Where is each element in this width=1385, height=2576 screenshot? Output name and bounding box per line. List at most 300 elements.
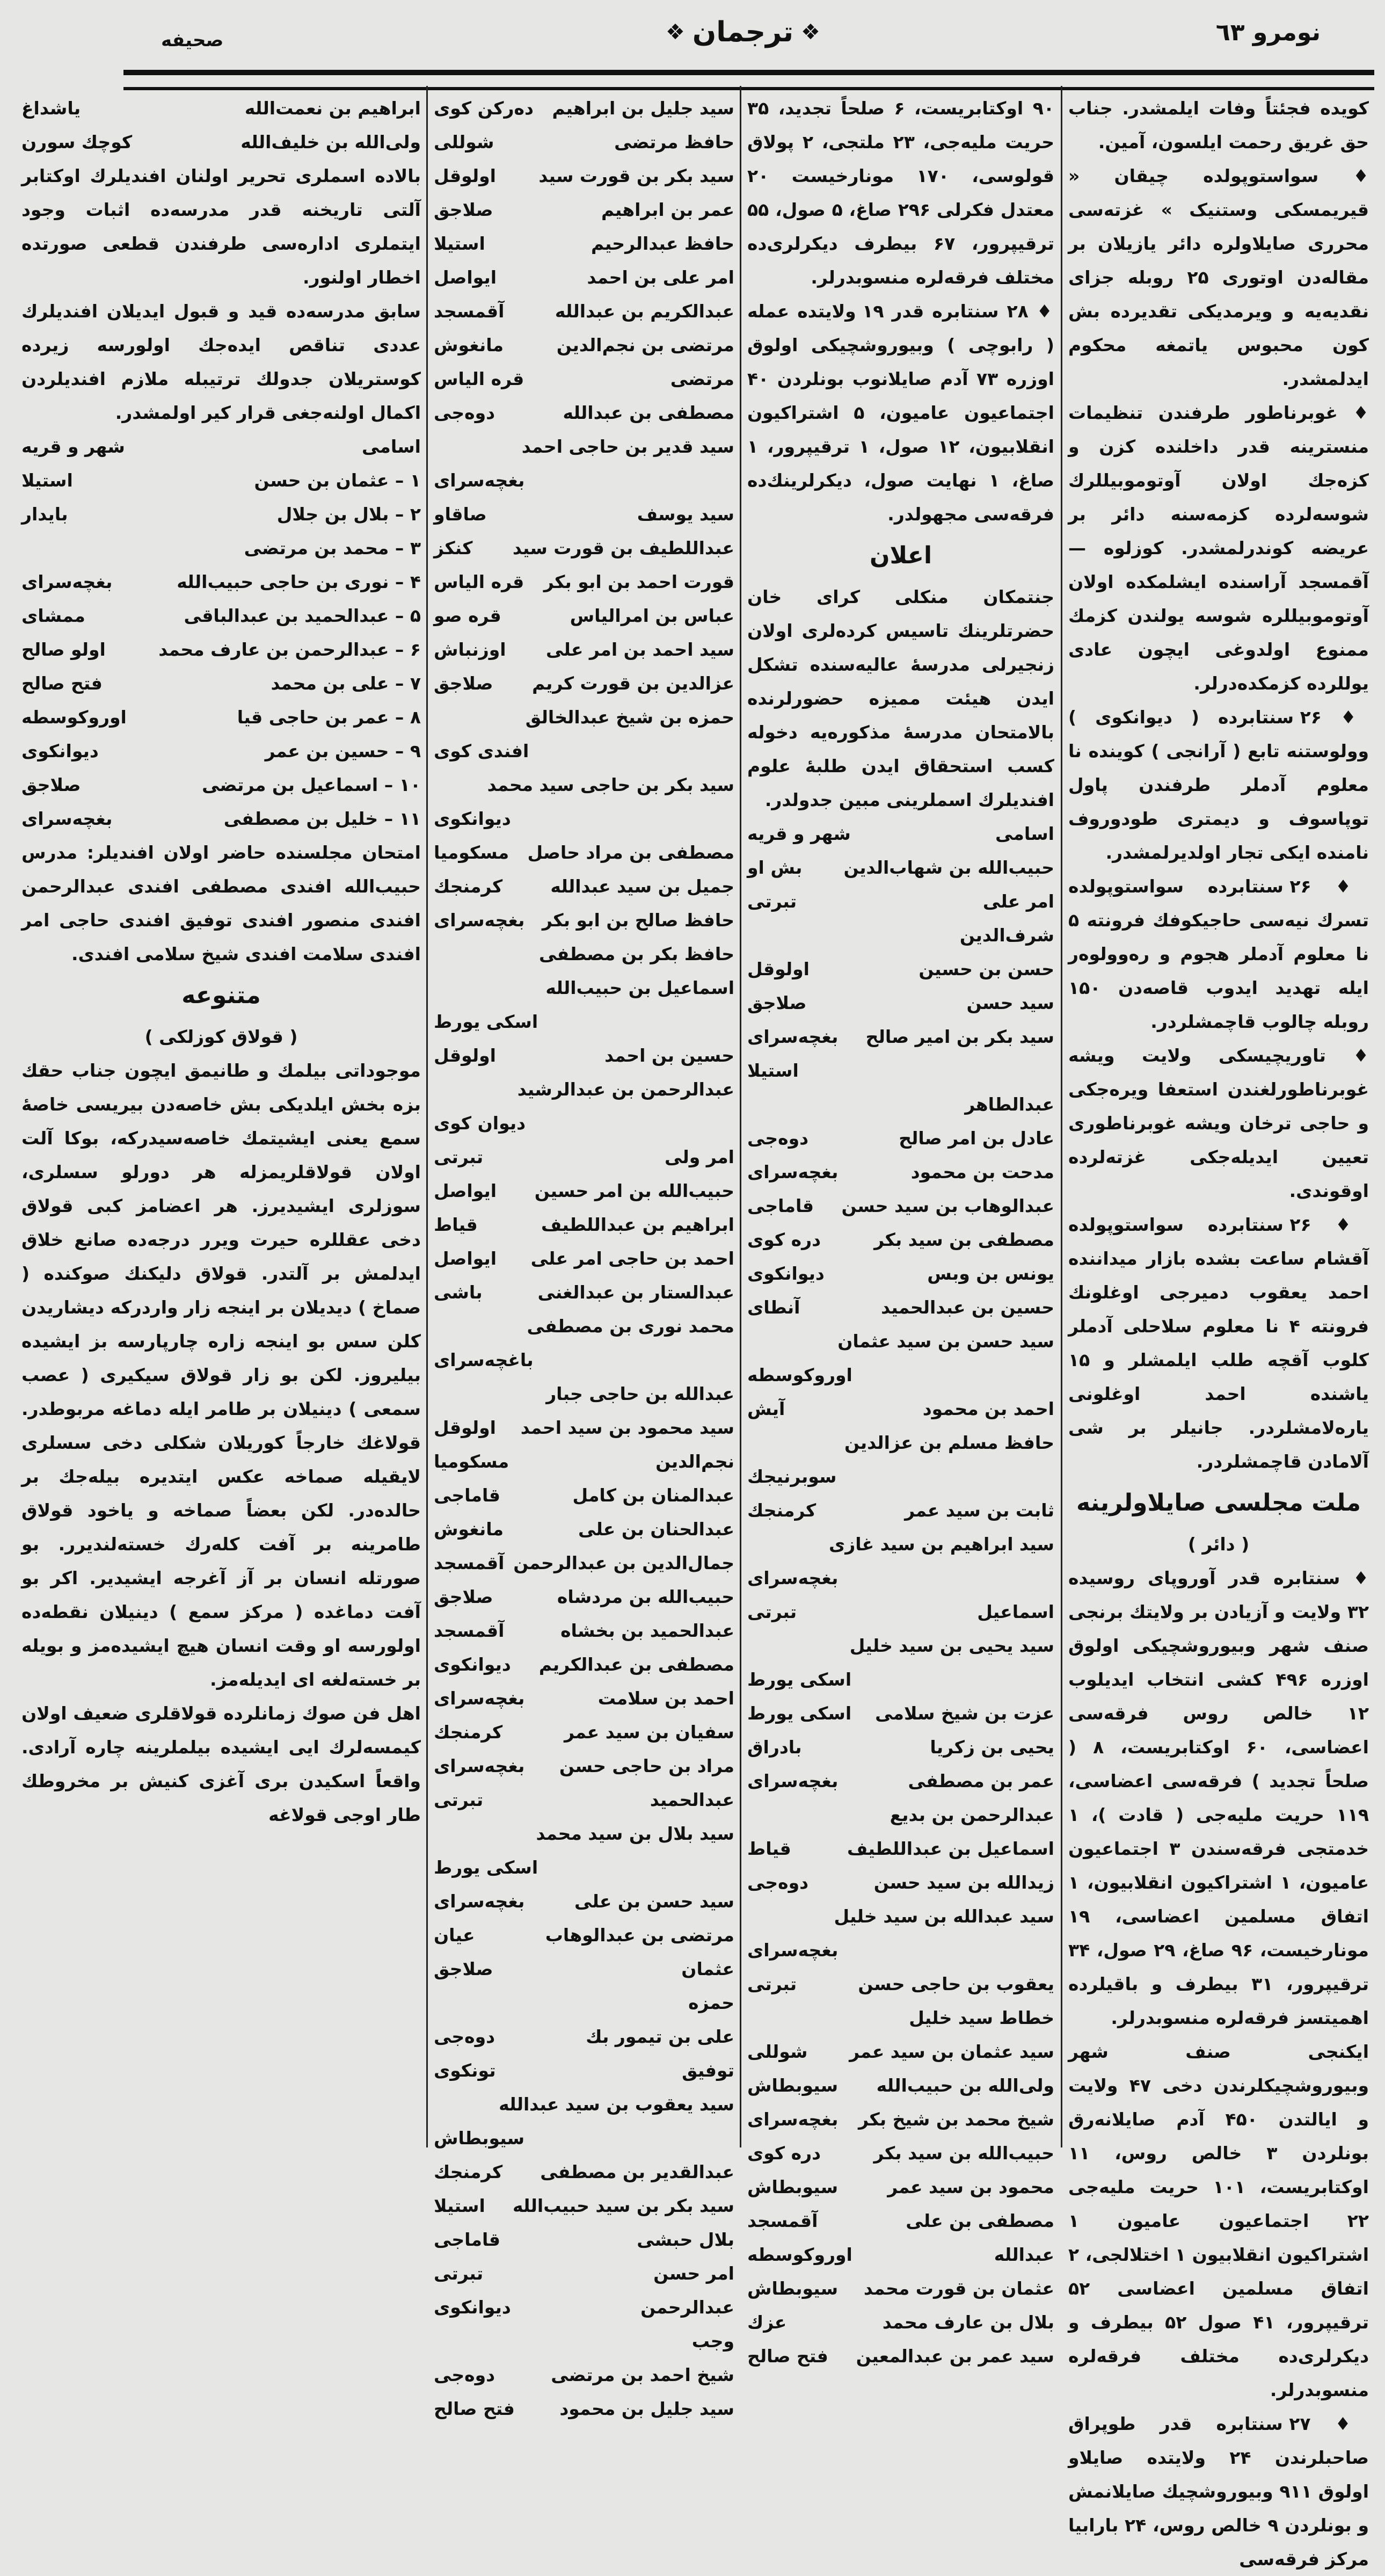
village-name: عیان: [434, 1925, 475, 1946]
village-name: سیوبطاش: [747, 2278, 839, 2299]
student-name: علی بن تیمور بك: [586, 2026, 734, 2047]
list-item: [434, 1614, 734, 1648]
student-name: امر ولی: [664, 1146, 734, 1167]
student-name: حافظ مسلم بن عزالدین: [844, 1432, 1054, 1453]
village-name: اولوقل: [434, 1417, 496, 1438]
list-item: [21, 125, 421, 159]
student-name: سید بکر بن حاجی سید محمد: [487, 774, 734, 795]
list-item: [747, 986, 1054, 1020]
village-name: تبرتی: [434, 2263, 484, 2284]
list-item: [747, 1730, 1054, 1764]
student-name: عبدالوهاب بن سید حسن: [841, 1195, 1054, 1216]
student-name: مصطفی بن مراد حاصل: [527, 842, 734, 863]
list-item: [747, 851, 1054, 884]
village-name: کرمنجك: [434, 1722, 503, 1743]
paragraph: امتحان مجلسنده حاضر اولان افندیلر: مدرس حبیب‌الله افندی مصطفی افندی عبدالرحمن افندی منصور افندی توفیق افندی حاجی امر افندی سلامت افندی شیخ سلامی افندی.: [21, 842, 421, 964]
village-name: قاماجی: [434, 1485, 500, 1506]
column-3: [434, 91, 734, 2426]
village-name: دوه‌جی: [434, 2026, 495, 2047]
student-name: ۱۰ – اسماعیل بن مرتضی: [202, 774, 421, 795]
village-name: فتح صالح: [434, 2398, 515, 2419]
student-name: ابراهیم بن عبداللطیف: [541, 1214, 734, 1235]
list-item: [747, 1426, 1054, 1493]
village-name: دوه‌جی: [747, 1872, 809, 1893]
village-name: اولوقل: [434, 165, 496, 186]
paragraph: ♦ تاوریچیسکی ولایت ویشه غوبرناطورلغندن استعفا ویره‌جکی و حاجی ترخان ویشه غوبرناطوری تعیین ایدیله‌جکی غزته‌لرده اوقوندی.: [1068, 1045, 1369, 1201]
list-item: [21, 463, 421, 497]
village-name: بغچه‌سرای: [747, 1568, 839, 1588]
student-name: توفیق: [682, 2060, 734, 2081]
list-item: [434, 836, 734, 869]
list-item: [434, 2392, 734, 2426]
list-item: [434, 1817, 734, 1884]
village-name: یاشداغ: [21, 98, 81, 119]
list-item: [434, 1952, 734, 1986]
village-name: بغچه‌سرای: [747, 1770, 839, 1791]
student-name: اسماعیل بن حبیب‌الله: [545, 977, 734, 998]
list-item: [434, 1918, 734, 1952]
village-name: افندی کوی: [434, 741, 529, 761]
village-name: اولوقل: [747, 959, 810, 979]
village-name: ممشای: [21, 605, 85, 626]
student-name: سید یوسف: [637, 504, 734, 525]
student-name: مراد بن حاجی حسن: [559, 1755, 734, 1776]
masthead: [666, 16, 820, 48]
village-name: صلاجق: [434, 199, 493, 220]
list-item: [434, 700, 734, 768]
village-name: کرمنجك: [434, 876, 503, 897]
village-name: اوزنباش: [434, 639, 506, 660]
list-item: [434, 1411, 734, 1445]
paragraph: ۹۰ اوکتابریست، ۶ صلحاً تجدید، ۳۵ حریت ملیه‌جی، ۲۳ ملتجی، ۲ پولاق قولوسی، ۱۷۰ مونارخیست ۲۰ معتدل فکرلی ۲۹۶ صاغ، ۵ صول، ۵۵ ترقیپرور، ۶۷ بیطرف دیکرلری‌ده مختلف فرقه‌لره منسوبدرلر.: [747, 98, 1055, 288]
list-item: [747, 2102, 1054, 2136]
list-item: [747, 1155, 1054, 1189]
list-item: [434, 227, 734, 260]
list-item: [747, 2170, 1054, 2204]
village-name: استیلا: [434, 2195, 485, 2216]
student-name: عبدالرحمن بن عبدالرشید: [517, 1079, 734, 1100]
list-item: [434, 565, 734, 599]
student-name: یعقوب بن حاجی حسن: [858, 1973, 1054, 1994]
paragraph: ♦ ۲۷ سنتابره قدر طوپراق صاحبلرندن ۲۴ ولایتده صایلاو اولوق ۹۱۱ وبیوروشچیك صایلانمش و بونلردن ۹ خالص روس، ۲۴ بارابیا مرکز فرقه‌سی: [1068, 2413, 1369, 2570]
list-item: [747, 1967, 1054, 2001]
list-item: [434, 1208, 734, 1242]
list-item: [434, 1377, 734, 1411]
list-item: [434, 1749, 734, 1783]
paragraph: ♦ ۲۶ سنتابرده سواستوپولده آقشام ساعت بشده بازار میداننده احمد یعقوب دمیرجی اوغلونك فرونته ۴ نا معلوم سلاحلی آدملر کلوب آقچه طلب ایلمشلر و ۱۵ یاشنده احمد اوغلونی یاره‌لامشلردر. جانیلر بر شی آلامادن قاچمشلردر.: [1068, 1214, 1369, 1472]
village-name: دیوانکوی: [434, 1654, 511, 1675]
list-item: [21, 666, 421, 700]
list-item: [434, 869, 734, 903]
list-item: [747, 1595, 1054, 1629]
list-item: [747, 918, 1054, 952]
student-name: احمد بن حاجی امر علی: [530, 1248, 734, 1269]
village-name: آقمسجد: [747, 2210, 818, 2231]
village-name: قاماجی: [434, 2229, 500, 2250]
name-list: [434, 91, 734, 2426]
student-name: احمد بن سلامت: [597, 1688, 734, 1709]
list-item: [747, 1493, 1054, 1527]
student-name: قورت احمد بن ابو بکر: [543, 571, 734, 592]
village-name: صاقاو: [434, 504, 487, 525]
column-divider: [1061, 86, 1062, 2147]
student-name: عبدالحنان بن علی: [578, 1519, 734, 1540]
student-name: سید جلیل بن محمود: [559, 2398, 734, 2419]
village-name: آقمسجد: [434, 1620, 505, 1641]
list-item: [747, 1054, 1054, 1087]
list-item: [747, 952, 1054, 986]
paragraph: ♦ ۲۸ سنتابره قدر ۱۹ ولایتده عمله ( رابوچی ) وبیوروشچیکی اولوق اوزره ۷۳ آدم صایلانوب بونلردن ۴۰ اجتماعیون عامیون، ۵ اشتراکیون انقلابیون، ۱۲ صول، ۱ ترقیپرور، ۱ صاغ، ۱ نهایت صول، دیکرلرینك‌ده فرقه‌سی مجهولدر.: [747, 301, 1054, 525]
list-item: [747, 2272, 1054, 2305]
list-item: [747, 1696, 1054, 1730]
village-name: تبرتی: [747, 891, 797, 912]
paragraph: کویده فجئتاً وفات ایلمشدر. جناب حق غریق رحمت ایلسون، آمین.: [1068, 98, 1369, 153]
village-name: تبرتی: [434, 1146, 484, 1167]
paragraph: ♦ غوبرناطور طرفندن تنظیمات منسترینه قدر داخلنده کزن و کزه‌جك اولان آوتوموبیللرك شوسه‌لرده کزمه‌سنه دائر بر عریضه کوندرلمشدر. کوزلوه — آقمسجد آراسنده ایشلمکده اولان آوتوموبیللره شوسه یولندن کزمك ممنوع اولدوغی ایچون عادی یوللرده کزمکده‌درلر.: [1068, 402, 1369, 694]
student-name: ولی‌الله بن حبیب‌الله: [876, 2075, 1054, 2096]
village-name: بغچه‌سرای: [434, 1688, 525, 1709]
student-name: محمد نوری بن مصطفی: [527, 1316, 734, 1337]
village-name: دره کوی: [747, 1229, 821, 1250]
issue-number: نومرو ٦٣: [1215, 19, 1321, 46]
student-name: عادل بن امر صالح: [899, 1128, 1054, 1149]
village-name: ایواصل: [434, 1248, 497, 1269]
list-item: [21, 768, 421, 802]
village-name: اوروکوسطه: [747, 1365, 852, 1385]
village-name: آقمسجد: [434, 301, 505, 322]
list-item: [21, 497, 421, 531]
student-name: ولی‌الله بن خلیف‌الله: [240, 132, 421, 153]
paragraph: سابق مدرسه‌ده قید و قبول ایدیلان افندیلرك عددی تناقص ایده‌جك اولورسه زیرده کوستریلان جدولك ترتیبله ملازم افندیلردن اکمال اولنه‌جغی قرار کیر اولمشدر.: [21, 301, 421, 423]
student-name: مصطفی بن علی: [906, 2210, 1054, 2231]
student-name: عزت بن شیخ سلامی: [875, 1703, 1054, 1724]
village-name: تونکوی: [434, 2060, 496, 2081]
paragraph: موجوداتی بیلمك و طانیمق ایچون جناب حقك بزه بخش ایلدیکی بش خاصه‌دن بیریسی خاصهٔ سمع یعنی ایشیتمك خاصه‌سیدرکه، بوکا آلت اولان قولاقلریمزله هر دورلو سسلری، سوزلری ایشیدیرز. هر اعضامز کبی قولاق دخی عقللره حیرت ویرر درجه‌ده صانع خلاق ایدلمش بر آلتدر. قولاق دلیکنك صوکنده ( صماخ ) دیدیلان بر اینجه زار واردرکه دیشاریدن کلن سس بو اینجه زاره چارپارسه بز ایشیده بیلیروز. لکن بو زار قولاق سیکیری ( عصب سمعی ) دینیلان بر طامر ایله دماغه مربوطدر. قولاغك خارجاً کوریلان شکلی دخی سسلری لایقیله صماخه عکس ایتدیره بیله‌جك بر حالده‌در. لکن بعضاً صماخه و یاخود قولاق طامرینه بر آفت کله‌رك خسته‌لندیرر. بو صورتله انسان بر آز آغرجه ایشیدیر. اکر بو آفت دماغده ( مرکز سمع ) دینیلان نقطه‌ده اولورسه او وقت انسان هیچ ایشیده‌مز و بویله بر خسته‌لغه ای ایدیله‌مز.: [21, 1060, 421, 1690]
village-name: بغچه‌سرای: [434, 470, 525, 491]
village-name: قره صو: [434, 605, 501, 626]
student-name: شیخ محمد بن شیخ بکر: [858, 2109, 1054, 2130]
student-name: مرتضی: [670, 368, 734, 389]
name-list: [747, 817, 1054, 2373]
student-name: محمود بن سید عمر: [887, 2176, 1054, 2197]
student-name: جمال‌الدین بن عبدالرحمن: [513, 1552, 734, 1573]
village-name: شهر و قریه: [747, 823, 851, 844]
village-name: تبرتی: [747, 1973, 797, 1994]
village-name: کنکز: [434, 538, 473, 558]
student-name: مدحت بن محمود: [910, 1162, 1054, 1182]
student-name: ۳ – محمد بن مرتضی: [244, 538, 421, 558]
list-item: [747, 1121, 1054, 1155]
list-item: [747, 2305, 1054, 2339]
list-header: [21, 430, 421, 463]
list-item: [747, 2136, 1054, 2170]
list-header: [747, 817, 1054, 851]
village-name: بادراق: [747, 1737, 802, 1758]
list-item: [434, 2020, 734, 2053]
list-item: [747, 1257, 1054, 1290]
village-name: بغچه‌سرای: [747, 1940, 839, 1961]
village-name: فتح صالح: [21, 673, 103, 694]
village-name: قره الیاس: [434, 368, 524, 389]
student-name: عبداللطیف بن قورت سید: [512, 538, 734, 558]
village-name: اوروکوسطه: [747, 2244, 852, 2265]
list-item: [434, 2223, 734, 2256]
village-name: بغچه‌سرای: [21, 808, 113, 829]
list-item: [434, 1039, 734, 1072]
student-name: اسامی: [995, 823, 1054, 844]
village-name: تبرتی: [747, 1601, 797, 1622]
list-item: [434, 971, 734, 1039]
student-name: سید حسن بن سید عثمان: [837, 1331, 1054, 1352]
student-name: ۲ – بلال بن جلال: [276, 504, 421, 525]
student-name: یونس بن وبس: [927, 1263, 1054, 1284]
list-item: [434, 666, 734, 700]
village-name: سیوبطاش: [747, 2176, 839, 2197]
student-name: سید عثمان بن سید عمر: [849, 2041, 1054, 2062]
list-item: [434, 2324, 734, 2358]
student-name: اسماعیل: [977, 1601, 1054, 1622]
village-name: صلاجق: [434, 1958, 493, 1979]
student-name: سید بکر بن قورت سید: [538, 165, 734, 186]
column-divider: [426, 86, 428, 2147]
village-name: بغچه‌سرای: [21, 571, 113, 592]
student-name: ابراهیم بن نعمت‌الله: [244, 98, 421, 119]
list-item: [747, 1527, 1054, 1595]
village-name: باشی: [434, 1282, 483, 1303]
student-name: سید بکر بن سید حبیب‌الله: [513, 2195, 734, 2216]
village-name: تبرتی: [434, 1789, 484, 1810]
student-name: سفیان بن سید عمر: [564, 1722, 734, 1743]
paragraph: بالاده اسملری تحریر اولنان افندیلرك اوکتابر آلتی تاریخنه قدر مدرسه‌ده اثبات وجود ایتملری اداره‌سی طرفندن قطعی صورتده اخطار اولنور.: [21, 165, 421, 288]
student-name: ۱ – عثمان بن حسن: [254, 470, 421, 491]
column-4: [21, 91, 421, 1832]
village-name: اولو صالح: [21, 639, 106, 660]
paragraph: ♦ ۲۶ سنتابرده ( دیوانکوی ) وولوستنه تابع ( آرانجی ) کوینده نا معلوم آدملر طرفندن پاول توپاسوف و دیمتری طودوروف نامنده ایکی تجار اولدیرلمشدر.: [1068, 707, 1369, 863]
village-name: مسکومیا: [434, 842, 509, 863]
village-name: آیش: [747, 1398, 785, 1419]
village-name: قیاط: [747, 1838, 791, 1859]
list-item: [747, 1324, 1054, 1392]
list-item: [747, 1087, 1054, 1121]
student-name: عمر بن مصطفی: [908, 1770, 1054, 1791]
student-name: عبدالرحمن: [640, 2297, 734, 2318]
village-name: صلاجق: [747, 992, 807, 1013]
list-item: [434, 1242, 734, 1275]
list-item: [21, 734, 421, 768]
paragraph: ♦ ۲۶ سنتابرده سواستوپولده تسرك نیه‌سی حاجیکوفك فرونته ۵ نا معلوم آدملر هجوم و رەوولوەر ایله تهدید ایدوب قاصه‌دن ۱۵۰ روبله چالوب قاچمشلردر.: [1068, 876, 1369, 1032]
section-subheading: ( قولاق کوزلکی ): [144, 1026, 298, 1047]
student-name: اسامی: [362, 436, 421, 457]
village-name: بایدار: [21, 504, 68, 525]
list-item: [21, 633, 421, 666]
student-name: سید یحیی بن سید خلیل: [849, 1635, 1054, 1656]
student-name: سید جلیل بن ابراهیم: [552, 98, 734, 119]
student-name: حافظ عبدالرحیم: [591, 233, 734, 254]
village-name: ده‌رکن کوی: [434, 98, 534, 119]
village-name: دوه‌جی: [747, 1128, 809, 1149]
list-item: [434, 1174, 734, 1208]
list-item: [434, 2087, 734, 2155]
list-item: [747, 1866, 1054, 1899]
student-name: سید محمود بن سید احمد: [520, 1417, 734, 1438]
list-item: [434, 2189, 734, 2223]
village-name: قاماجی: [747, 1195, 814, 1216]
student-name: عبدالرحمن بن بدیع: [890, 1804, 1054, 1825]
list-item: [434, 2155, 734, 2189]
list-item: [434, 2358, 734, 2392]
village-name: مسکومیا: [434, 1451, 509, 1472]
list-item: [434, 1140, 734, 1174]
student-name: ۶ – عبدالرحمن بن عارف محمد: [158, 639, 421, 660]
student-name: خطاط سید خلیل: [909, 2007, 1054, 2028]
list-item: [434, 768, 734, 836]
section-heading: اعلان: [869, 542, 932, 569]
village-name: ایواصل: [434, 1180, 497, 1201]
student-name: سید احمد بن امر علی: [546, 639, 734, 660]
student-name: سید ابراهیم بن سید غازی: [829, 1534, 1054, 1555]
student-name: حسین بن احمد: [604, 1045, 734, 1066]
village-name: سوبرنیجك: [747, 1466, 837, 1487]
student-name: ۵ – عبدالحمید بن عبدالباقی: [184, 605, 421, 626]
student-name: عبدالله بن حاجی جبار: [546, 1383, 734, 1404]
paragraph: ♦ سنتابره قدر آوروپای روسیده ۳۲ ولایت و آزیادن بر ولایتك برنجی صنف شهر وبیوروشچیکی اولوق اوزره ۴۹۶ کشی انتخاب ایدیلوب ۱۲ خالص روس فرقه‌سی اعضاسی، ۶۰ اوکتابریست، ۸ ( صلحاً تجدید ) فرقه‌سی اعضاسی، ۱۱۹ حریت ملیه‌جی ( قادت )، ۱ خدمتجی فرقه‌سندن ۳ اجتماعیون عامیون، ۱ اشتراکیون انقلابیون، ۱ اتفاق مسلمین اعضاسی، ۱۹ مونارخیست، ۹۶ صاغ، ۲۹ صول، ۳۴ ترقیپرور، ۳۱ بیطرف و باقیلرده اهمیتسز فرقه‌لره منسوبدرلر.: [1068, 1568, 1369, 2028]
student-name: بلال بن عارف محمد: [882, 2312, 1054, 2333]
village-name: استیلا: [747, 1060, 799, 1081]
list-item: [434, 1478, 734, 1512]
student-name: نجم‌الدین: [655, 1451, 734, 1472]
list-item: [434, 1309, 734, 1377]
village-name: قیاط: [434, 1214, 478, 1235]
village-name: کرمنجك: [747, 1500, 817, 1521]
village-name: صلاجق: [434, 673, 493, 694]
village-name: بغچه‌سرای: [434, 1891, 525, 1912]
village-name: سیوبطاش: [434, 2128, 525, 2149]
student-name: سید قدیر بن حاجی احمد: [521, 436, 734, 457]
village-name: کوچك سورن: [21, 132, 133, 153]
student-name: سید عمر بن عبدالمعین: [856, 2346, 1054, 2367]
page-label: صحیفه: [161, 30, 224, 51]
student-name: ۷ – علی بن محمد: [271, 673, 421, 694]
list-item: [434, 396, 734, 430]
list-item: [434, 1445, 734, 1478]
village-name: ایواصل: [434, 267, 497, 288]
village-name: بغچه‌سرای: [747, 1162, 839, 1182]
village-name: کرمنجك: [434, 2161, 503, 2182]
list-item: [747, 2035, 1054, 2069]
section-heading: متنوعه: [181, 982, 261, 1009]
student-name: مصطفی بن سید بکر: [874, 1229, 1054, 1250]
student-name: عبدالله: [994, 2244, 1054, 2265]
village-name: اسکی یورط: [434, 1857, 538, 1878]
list-item: [434, 1681, 734, 1715]
list-item: [434, 1648, 734, 1681]
village-name: قره الیاس: [434, 571, 524, 592]
student-name: حمزه بن شیخ عبدالخالق: [525, 707, 734, 728]
list-item: [434, 1580, 734, 1614]
header-rule: [123, 70, 1374, 90]
list-item: [434, 2256, 734, 2290]
student-name: عثمان بن قورت محمد: [863, 2278, 1054, 2299]
village-name: شوللی: [747, 2041, 808, 2062]
list-item: [747, 884, 1054, 918]
list-item: [434, 2053, 734, 2087]
list-item: [434, 159, 734, 193]
list-item: [434, 430, 734, 497]
list-item: [747, 1223, 1054, 1257]
column-divider: [740, 86, 741, 2147]
column-1: [1068, 91, 1369, 2576]
list-item: [21, 531, 421, 565]
list-item: [21, 565, 421, 599]
list-item: [434, 2290, 734, 2324]
paragraph: ♦ سواستوپولده چیقان « قیریمسکی وستنیک » غزته‌سی محرری صایلاولره دائر یازیلان بر مقاله‌دن اوتوری ۲۵ روبله جزای نقدیه‌یه و ویرمدیکی تقدیرده بش کون محبوس یاتمغه محکوم ایدلمشدر.: [1068, 165, 1369, 389]
list-item: [434, 1512, 734, 1546]
village-name: بش او: [747, 857, 803, 878]
student-name: عبدالمنان بن کامل: [572, 1485, 734, 1506]
village-name: بغچه‌سرای: [434, 1755, 525, 1776]
list-item: [434, 1715, 734, 1749]
name-list: [21, 430, 421, 836]
list-item: [21, 91, 421, 125]
village-name: سیوبطاش: [747, 2075, 839, 2096]
student-name: شرف‌الدین: [959, 925, 1054, 946]
student-name: حبیب‌الله بن سید بکر: [873, 2143, 1054, 2164]
list-item: [434, 1986, 734, 2020]
student-name: عبدالحمید بن بخشاه: [560, 1620, 734, 1641]
student-name: حافظ بکر بن مصطفی: [538, 944, 734, 964]
student-name: حبیب‌الله بن شهاب‌الدین: [843, 857, 1054, 878]
student-name: بلال حبشی: [637, 2229, 734, 2250]
student-name: سید عبدالله بن سید خلیل: [834, 1906, 1054, 1927]
student-name: حبیب‌الله بن مردشاه: [557, 1586, 734, 1607]
student-name: مرتضی بن عبدالوهاب: [545, 1925, 734, 1946]
village-name: بغچه‌سرای: [747, 2109, 839, 2130]
student-name: ۸ – عمر بن حاجی قیا: [237, 707, 421, 728]
list-item: [434, 294, 734, 328]
student-name: مصطفی بن عبدالکریم: [538, 1654, 734, 1675]
student-name: وجب: [691, 2331, 734, 2352]
student-name: حسن بن حسین: [919, 959, 1054, 979]
student-name: سید بکر بن امیر صالح: [865, 1026, 1054, 1047]
student-name: شیخ احمد بن مرتضی: [551, 2364, 734, 2385]
student-name: سید یعقوب بن سید عبدالله: [499, 2094, 734, 2115]
list-item: [747, 1832, 1054, 1866]
village-name: اسکی یورط: [434, 1011, 538, 1032]
student-name: عبدالحمید: [650, 1789, 734, 1810]
village-name: باغچه‌سرای: [434, 1349, 534, 1370]
list-item: [434, 1783, 734, 1817]
village-name: دره کوی: [747, 2143, 821, 2164]
student-name: سید بلال بن سید محمد: [536, 1823, 734, 1844]
village-name: بغچه‌سرای: [747, 1026, 839, 1047]
village-name: دیوانکوی: [434, 808, 511, 829]
student-name: امر حسن: [653, 2263, 734, 2284]
village-name: صلاجق: [434, 1586, 493, 1607]
student-name: عباس بن امرالیاس: [570, 605, 734, 626]
student-name: سید حسن بن علی: [574, 1891, 734, 1912]
student-name: حمزه: [688, 1992, 734, 2013]
ornament-right-icon: ❖: [666, 20, 685, 45]
list-item: [434, 1884, 734, 1918]
paragraph: ایکنجی صنف شهر وبیوروشچیکلرندن دخی ۴۷ ولایت و ایالتدن ۴۵۰ آدم صایلانه‌رق بونلردن ۳ خالص روس، ۱۱ اوکتابریست، ۱۰۱ حریت ملیه‌جی ۲۲ اجتماعیون عامیون ۱ اشتراکیون انقلابیون ۱ اختلالجی، ۲ اتفاق مسلمین اعضاسی ۵۲ ترقیپرور، ۴۱ صول ۵۲ بیطرف و دیکرلری‌ده مختلف فرقه‌لره منسوبدرلر.: [1068, 2041, 1369, 2400]
list-item: [747, 2339, 1054, 2373]
student-name: عبدالستار بن عبدالغنی: [537, 1282, 734, 1303]
village-name: اوروکوسطه: [21, 707, 127, 728]
name-list: [21, 91, 421, 159]
village-name: اسکی یورط: [747, 1669, 852, 1690]
village-name: مانغوش: [434, 335, 504, 355]
village-name: دیوان کوی: [434, 1113, 526, 1134]
